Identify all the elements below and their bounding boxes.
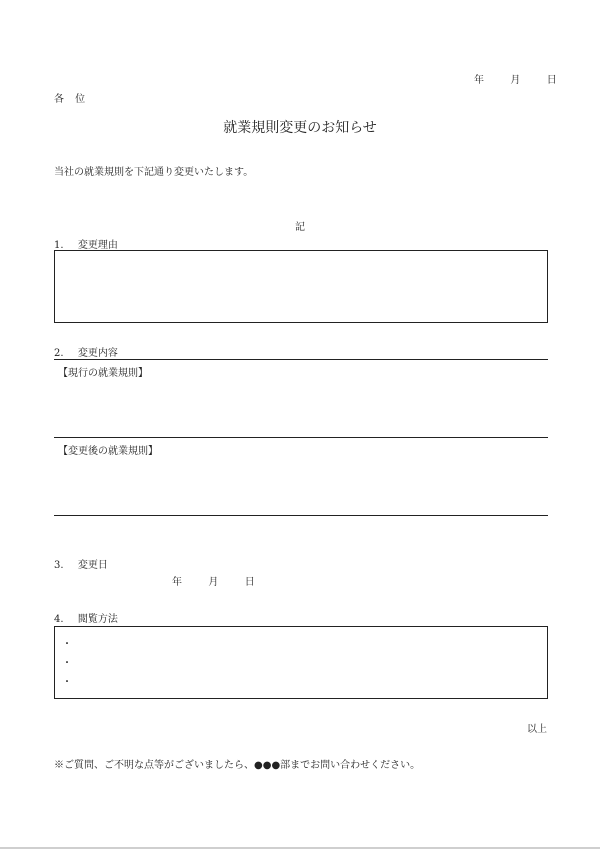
viewing-bullet-3: ・	[62, 677, 72, 688]
section-1-number: 1.	[54, 240, 64, 251]
section-2-number: 2.	[54, 348, 64, 359]
header-date-month: 月	[510, 75, 521, 86]
footer-note: ※ご質問、ご不明な点等がございましたら、●●●部までお問い合わせください。	[54, 760, 421, 771]
section-2-heading	[54, 344, 118, 359]
reason-box[interactable]	[54, 250, 548, 323]
section-2-title: 変更内容	[77, 348, 118, 359]
intro-text: 当社の就業規則を下記通り変更いたします。	[54, 167, 254, 178]
section-1-title: 変更理由	[77, 240, 118, 251]
change-date-value	[172, 573, 255, 588]
section-4-title: 閲覧方法	[77, 614, 118, 625]
header-date-day: 日	[546, 75, 557, 86]
section-1-heading	[54, 236, 118, 251]
change-date-month: 月	[208, 577, 219, 588]
header-date-year: 年	[474, 75, 484, 86]
header-date	[474, 71, 557, 86]
change-date-year: 年	[172, 577, 182, 588]
viewing-bullet-1: ・	[62, 639, 72, 650]
closing-text: 以上	[527, 724, 547, 735]
revised-rules-label: 【変更後の就業規則】	[58, 446, 158, 457]
page-title: 就業規則変更のお知らせ	[223, 120, 377, 136]
section-3-title: 変更日	[77, 560, 108, 571]
content-bottom-rule	[54, 515, 548, 516]
section-3-heading	[54, 556, 108, 571]
section-4-heading	[54, 610, 118, 625]
ki-label: 記	[295, 222, 305, 233]
change-date-day: 日	[244, 577, 255, 588]
viewing-bullet-2: ・	[62, 658, 72, 669]
content-top-rule	[54, 359, 548, 360]
section-4-number: 4.	[54, 614, 64, 625]
section-3-number: 3.	[54, 560, 64, 571]
content-middle-rule	[54, 437, 548, 438]
addressee: 各 位	[54, 94, 90, 105]
viewing-box[interactable]	[54, 626, 548, 699]
current-rules-label: 【現行の就業規則】	[58, 368, 148, 379]
